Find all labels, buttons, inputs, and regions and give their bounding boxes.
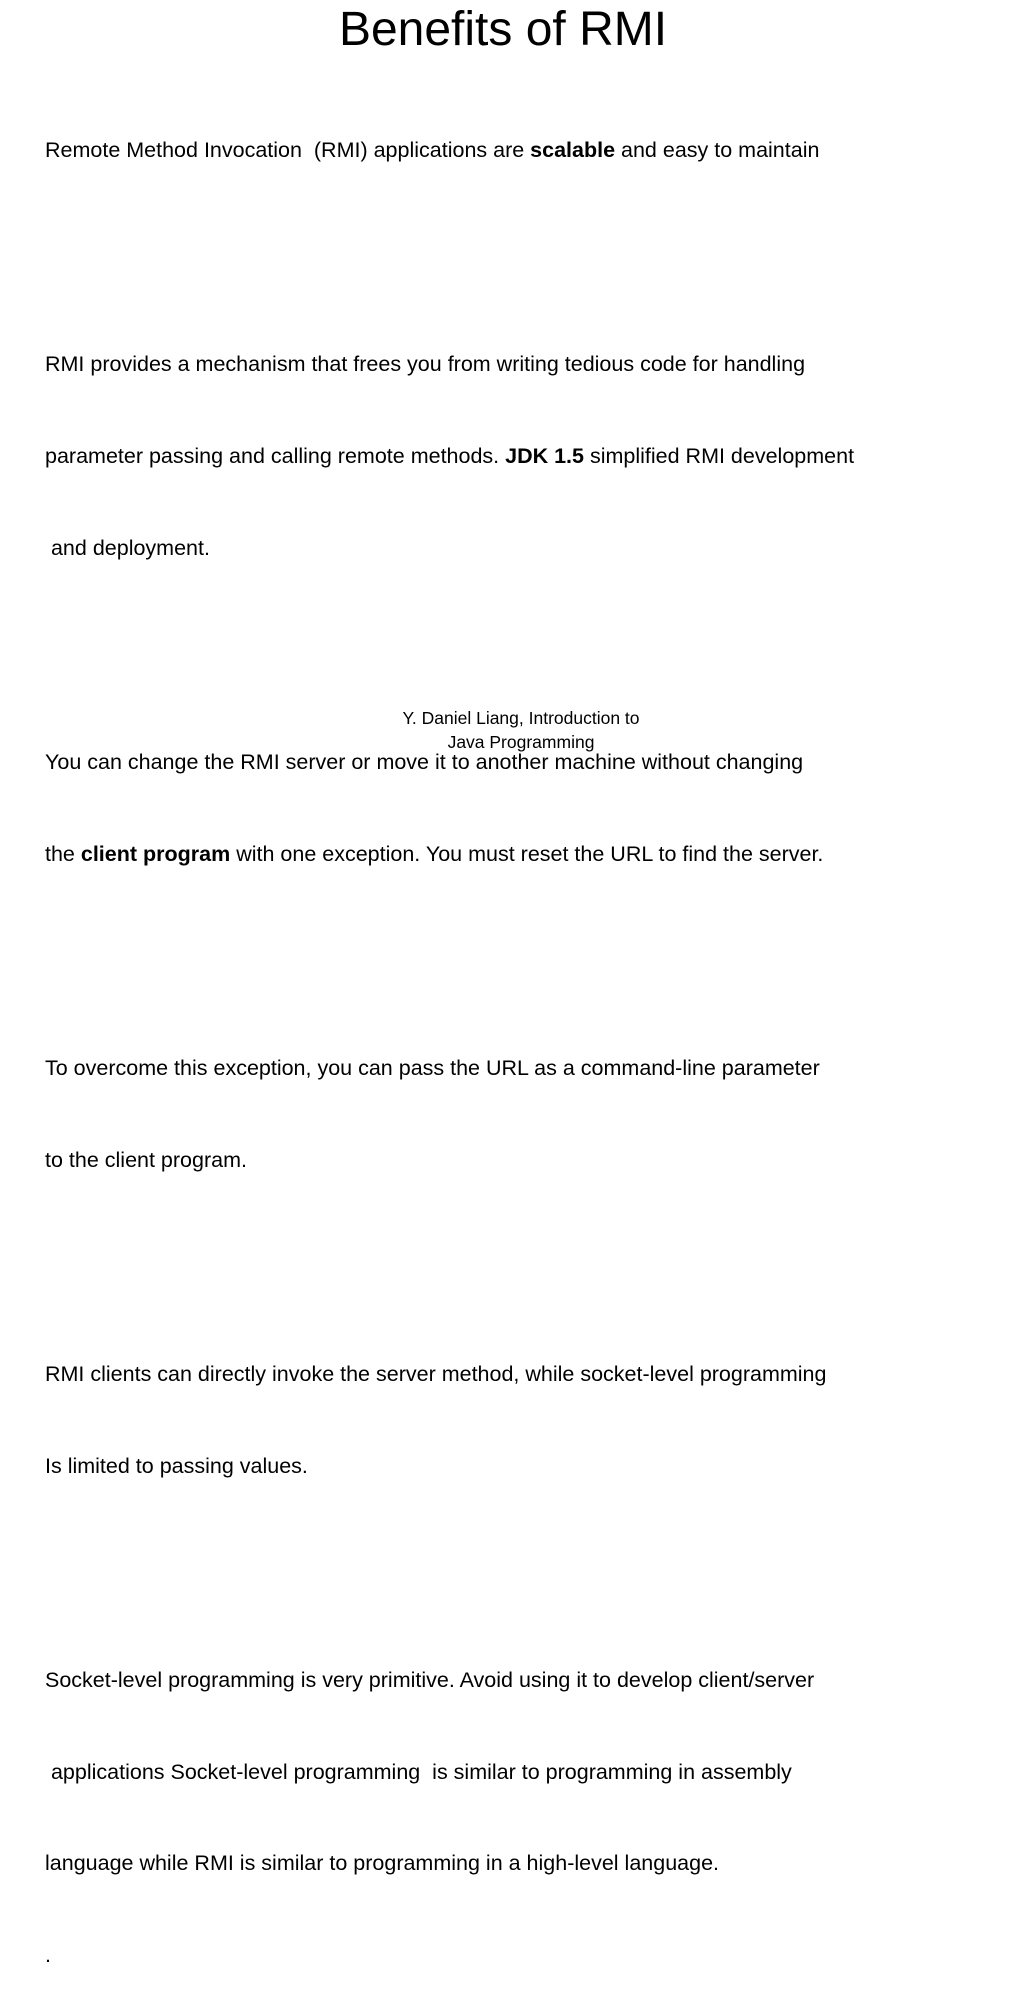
paragraph-4-line-1: To overcome this exception, you can pass the URL as a command-line parameter <box>45 1056 820 1080</box>
paragraph-6-line-2: applications Socket-level programming is similar to programming in assembly <box>45 1759 792 1784</box>
bold-term-client-program: client program <box>80 841 231 866</box>
blank-line <box>45 931 1017 962</box>
paragraph-1-line-1 <box>45 135 1017 166</box>
blank-line <box>45 227 1017 258</box>
paragraph-6-line-3: language while RMI is similar to programming in a high-level language. <box>45 1851 720 1876</box>
text-segment: with one exception. You must reset the URL to find the server. <box>230 841 824 866</box>
slide-body <box>45 74 1017 2001</box>
bold-term-scalable: scalable <box>530 138 616 163</box>
blank-line <box>45 625 1017 656</box>
paragraph-3-line-1: You can change the RMI server or move it to another machine without changing <box>45 750 804 775</box>
text-segment: simplified RMI development <box>583 444 855 469</box>
text-segment: parameter passing and calling remote methods. <box>45 444 506 469</box>
paragraph-2-line-2 <box>45 441 1017 472</box>
slide-title: Benefits of RMI <box>338 3 668 56</box>
slide-footer <box>340 706 702 754</box>
paragraph-4-line-2: to the client program. <box>45 1147 247 1172</box>
blank-line <box>45 1237 1017 1268</box>
text-segment: the <box>45 841 81 866</box>
bold-term-jdk: JDK 1.5 <box>505 444 584 469</box>
paragraph-2-line-3: and deployment. <box>45 535 210 560</box>
paragraph-5-line-2: Is limited to passing values. <box>45 1453 308 1478</box>
paragraph-3-line-2 <box>45 839 1017 870</box>
text-segment: and easy to maintain <box>615 138 820 163</box>
paragraph-6-line-1: Socket-level programming is very primitive. Avoid using it to develop client/server <box>45 1667 815 1692</box>
paragraph-5-line-1: RMI clients can directly invoke the server method, while socket-level programming <box>45 1361 827 1386</box>
footer-line-2: Java Programming <box>447 732 595 752</box>
footer-line-1: Y. Daniel Liang, Introduction to <box>402 708 640 728</box>
paragraph-6-line-4: . <box>45 1943 51 1968</box>
paragraph-2-line-1: RMI provides a mechanism that frees you from writing tedious code for handling <box>45 352 806 377</box>
blank-line <box>45 1543 1017 1574</box>
text-segment: Remote Method Invocation (RMI) applications are <box>45 138 531 163</box>
